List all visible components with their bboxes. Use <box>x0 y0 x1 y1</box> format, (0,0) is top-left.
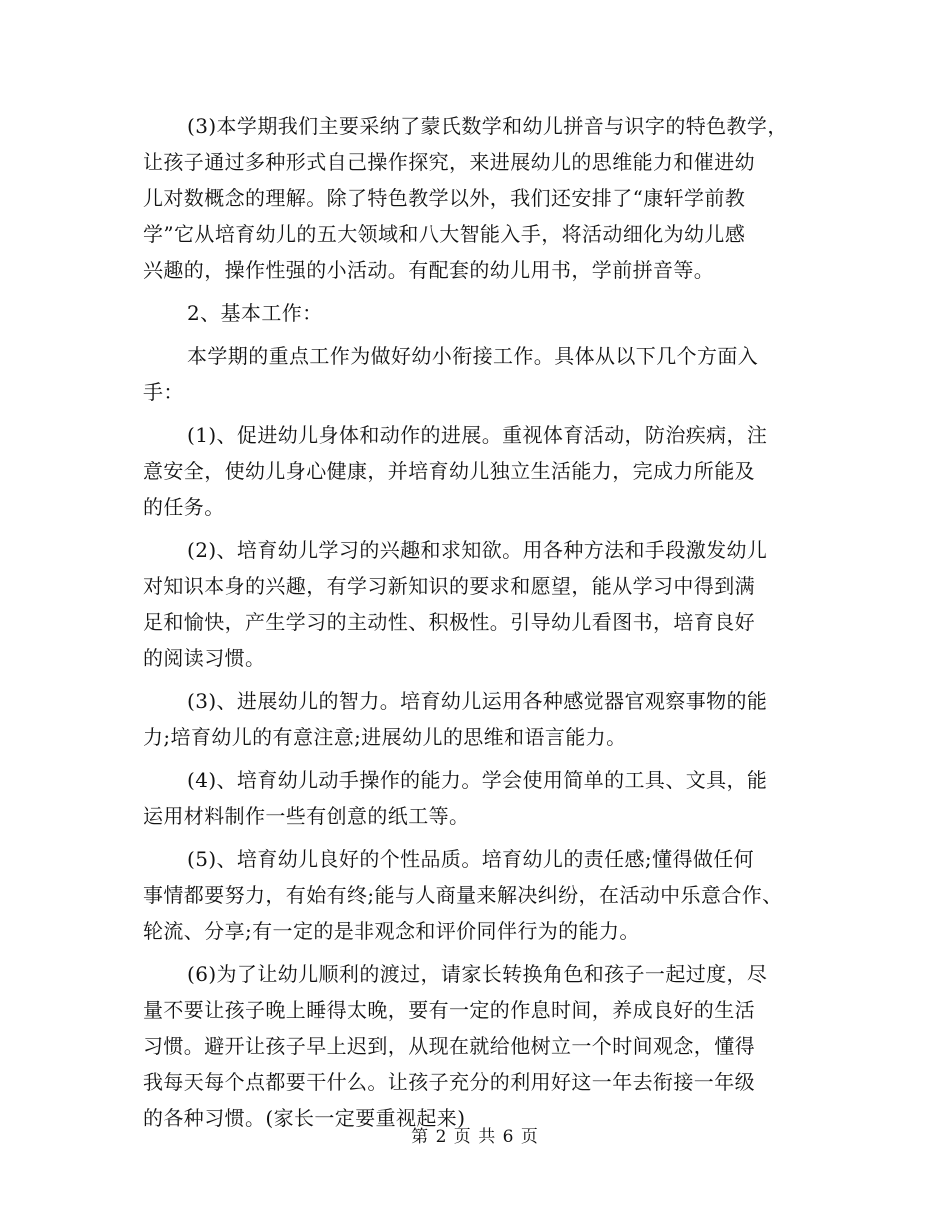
text-line: (4)、培育幼儿动手操作的能力。学会使用简单的工具、文具，能 <box>187 768 768 792</box>
text-line: 让孩子通过多种形式自己操作探究，来进展幼儿的思维能力和催进幼 <box>143 150 755 174</box>
text-line: 轮流、分享;有一定的是非观念和评价同伴行为的能力。 <box>143 919 640 943</box>
paragraph-item-6 <box>143 956 823 1136</box>
paragraph-item-3 <box>143 683 823 755</box>
paragraph-key-work <box>143 338 823 410</box>
text-line: 的任务。 <box>143 495 225 519</box>
text-line: 对知识本身的兴趣，有学习新知识的要求和愿望，能从学习中得到满 <box>143 574 755 598</box>
text-line: 学”它从培育幼儿的五大领域和八大智能入手，将活动细化为幼儿感 <box>143 222 746 246</box>
paragraph-item-2 <box>143 532 823 676</box>
text-line: 力;培育幼儿的有意注意;进展幼儿的思维和语言能力。 <box>143 725 627 749</box>
text-line: 意安全，使幼儿身心健康，并培育幼儿独立生活能力，完成力所能及 <box>143 459 755 483</box>
text-line: 习惯。避开让孩子早上迟到，从现在就给他树立一个时间观念，懂得 <box>143 1034 755 1058</box>
text-line: 本学期的重点工作为做好幼小衔接工作。具体从以下几个方面入 <box>187 344 759 368</box>
text-line: 的阅读习惯。 <box>143 646 266 670</box>
section-heading-basic-work <box>143 295 823 331</box>
text-line: (3)本学期我们主要采纳了蒙氏数学和幼儿拼音与识字的特色教学， <box>187 114 788 138</box>
text-line: 的各种习惯。(家长一定要重视起来) <box>143 1106 466 1130</box>
text-line: 2、基本工作： <box>187 301 323 325</box>
paragraph-special-teaching <box>143 108 823 288</box>
page-number-footer: 第 2 页 共 6 页 <box>411 1127 539 1147</box>
paragraph-item-4 <box>143 762 823 834</box>
text-line: (3)、进展幼儿的智力。培育幼儿运用各种感觉器官观察事物的能 <box>187 689 768 713</box>
text-line: 手： <box>143 380 184 404</box>
text-line: 运用材料制作一些有创意的纸工等。 <box>143 804 470 828</box>
paragraph-item-1 <box>143 417 823 525</box>
text-line: (6)为了让幼儿顺利的渡过，请家长转换角色和孩子一起过度，尽 <box>187 962 768 986</box>
text-line: 事情都要努力，有始有终;能与人商量来解决纠纷，在活动中乐意合作、 <box>143 883 783 907</box>
document-body <box>143 108 823 1143</box>
text-line: 我每天每个点都要干什么。让孩子充分的利用好这一年去衔接一年级 <box>143 1070 755 1094</box>
text-line: (2)、培育幼儿学习的兴趣和求知欲。用各种方法和手段激发幼儿 <box>187 538 768 562</box>
text-line: 儿对数概念的理解。除了特色教学以外，我们还安排了“康轩学前教 <box>143 186 746 210</box>
text-line: 量不要让孩子晚上睡得太晚，要有一定的作息时间，养成良好的生活 <box>143 998 755 1022</box>
text-line: (5)、培育幼儿良好的个性品质。培育幼儿的责任感;懂得做任何 <box>187 847 755 871</box>
text-line: (1)、促进幼儿身体和动作的进展。重视体育活动，防治疾病，注 <box>187 423 768 447</box>
text-line: 足和愉快，产生学习的主动性、积极性。引导幼儿看图书，培育良好 <box>143 610 755 634</box>
paragraph-item-5 <box>143 841 823 949</box>
text-line: 兴趣的，操作性强的小活动。有配套的幼儿用书，学前拼音等。 <box>143 258 715 282</box>
